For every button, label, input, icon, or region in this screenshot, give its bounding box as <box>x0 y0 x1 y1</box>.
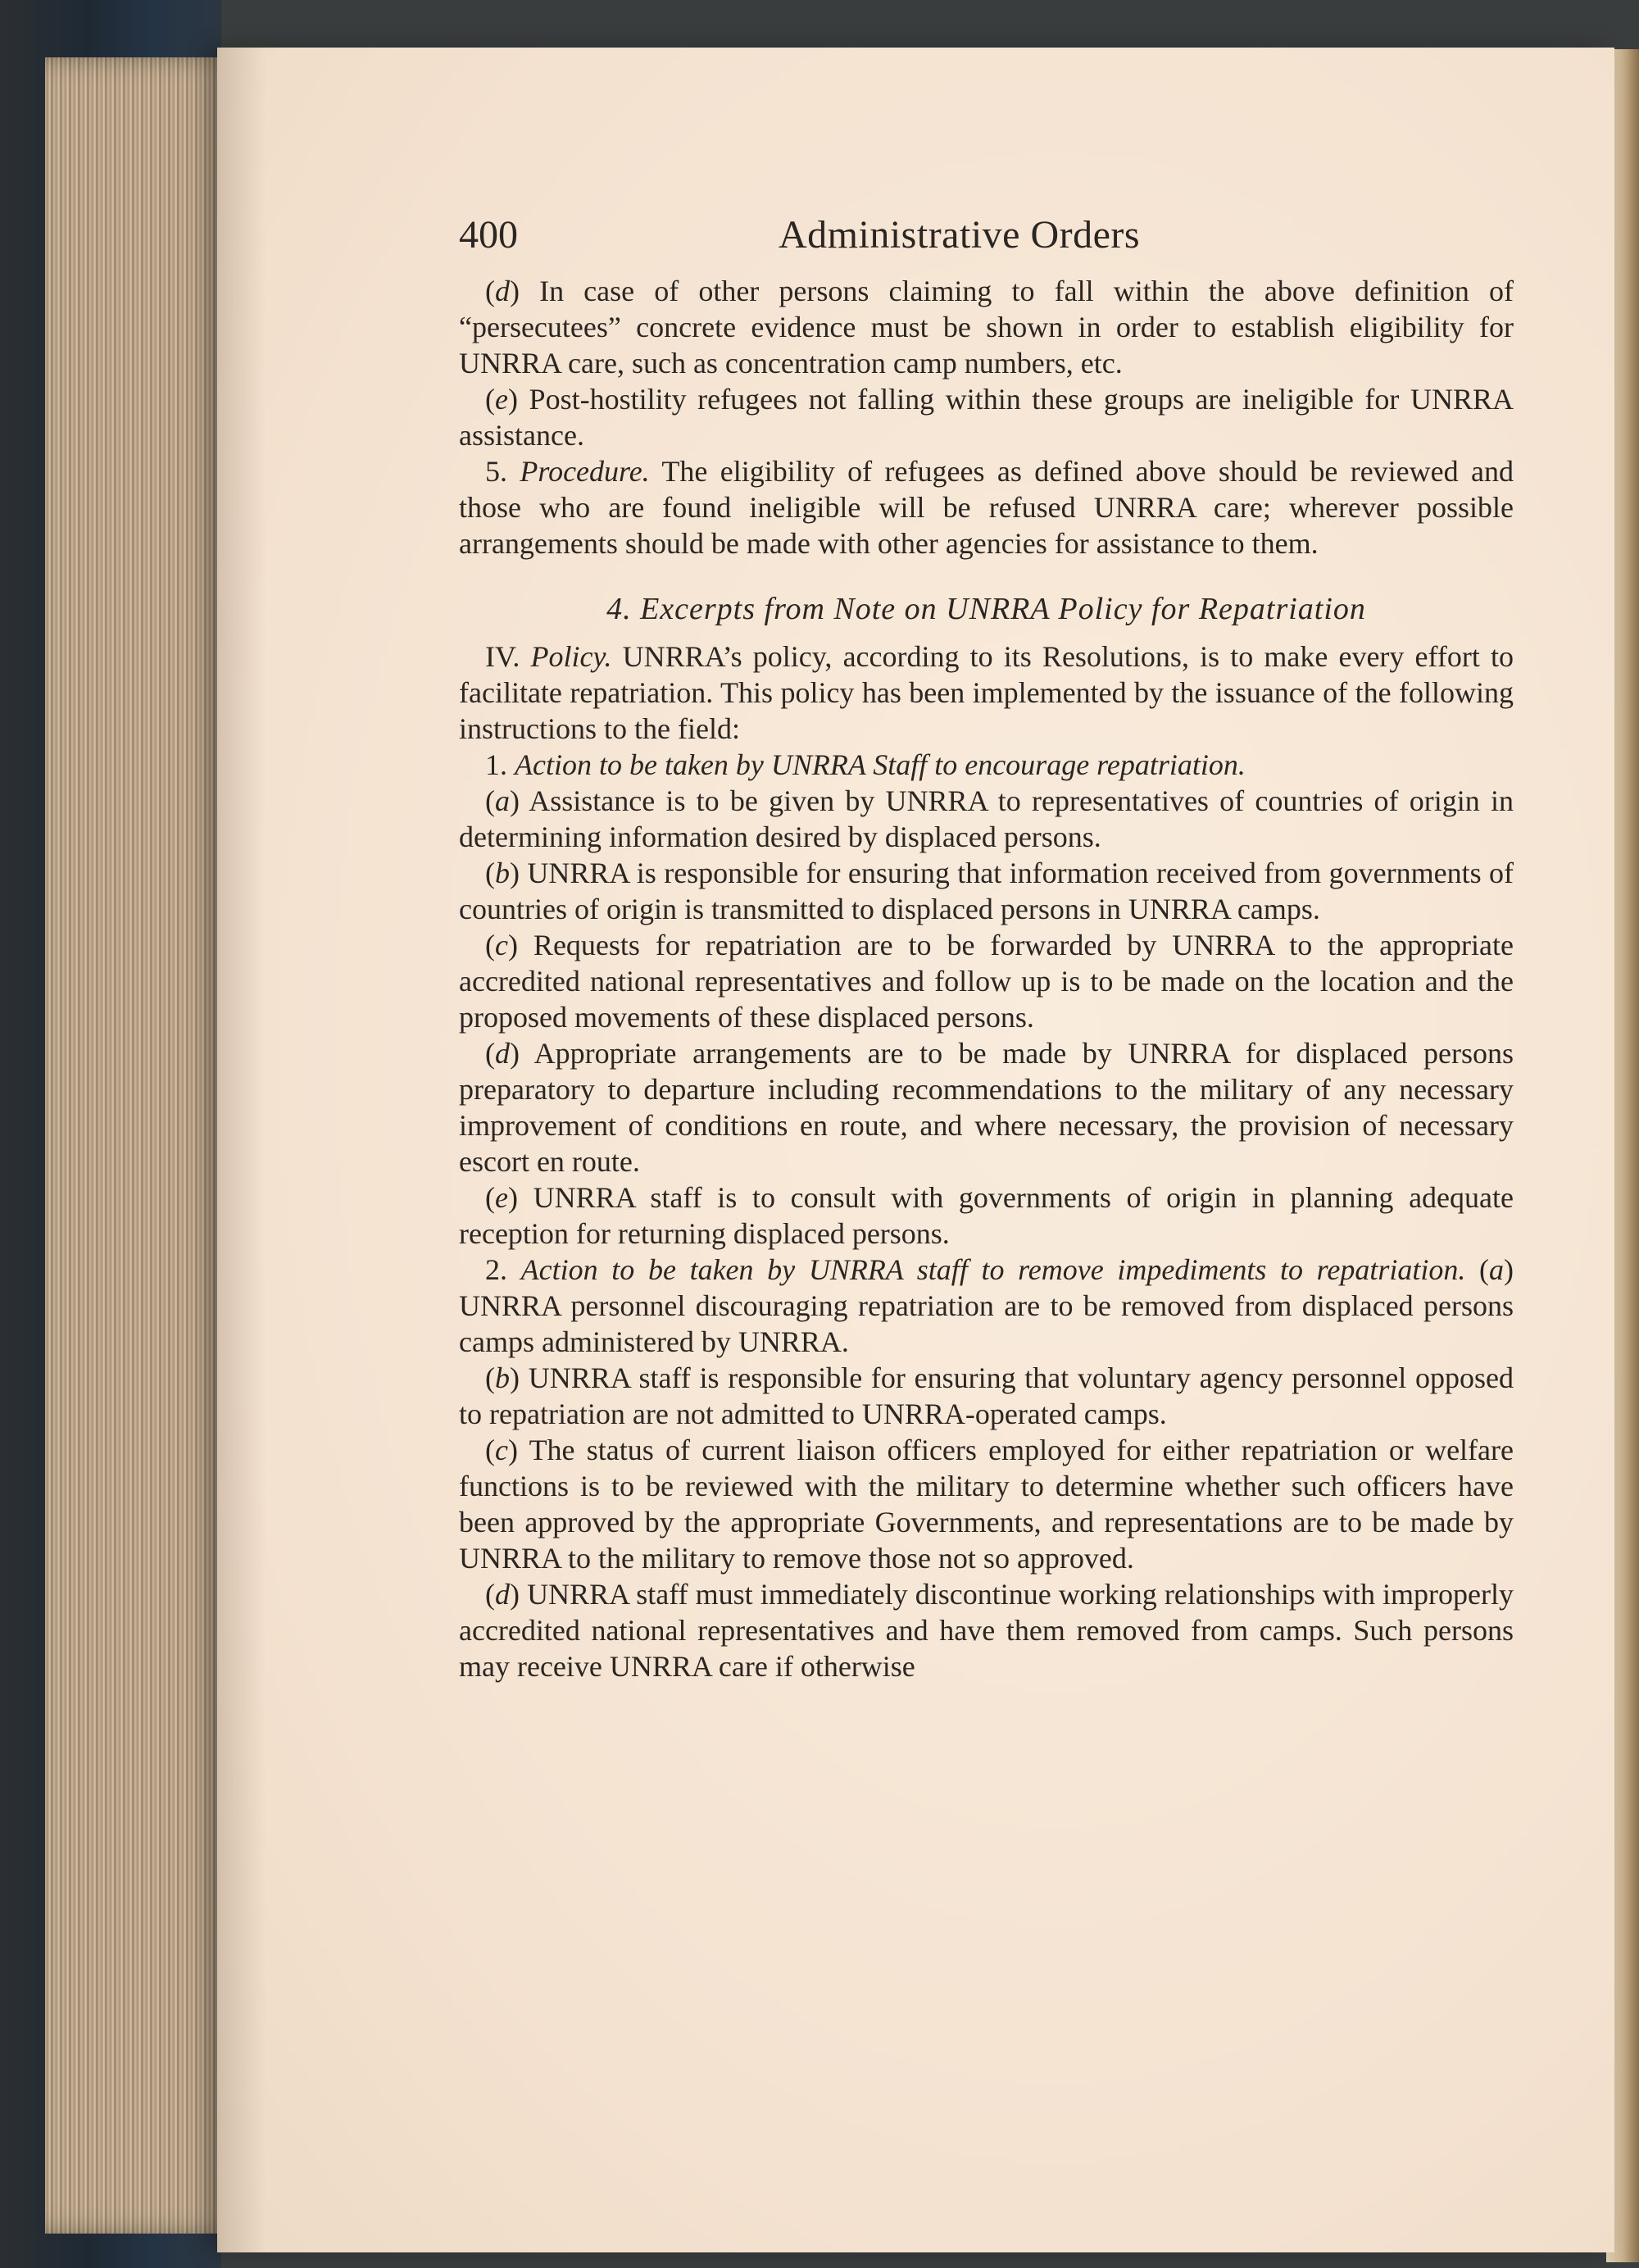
paragraph-text: Post-hostility refugees not falling within these groups are ineligible for UNRRA assistance. <box>459 383 1514 452</box>
paragraph-text: Appropriate arrangements are to be made by UNRRA for displaced persons preparatory to departure including recommendations to the military of any necessary improvement of conditions en route, and where necessary, the provision of necessary escort en route. <box>459 1037 1514 1178</box>
item-mark: e <box>495 1181 508 1214</box>
paragraph <box>459 639 1514 747</box>
paragraph-text: UNRRA is responsible for ensuring that information received from governments of countries of origin is transmitted to displaced persons in UNRRA camps. <box>459 857 1514 925</box>
item-mark: d <box>495 1578 510 1611</box>
paragraph: (c) The status of current liaison officers employed for either repatriation or welfare functions is to be reviewed with the military to determine whether such officers have been approved by the appropriate Governments, and representations are to be made by UNRRA to the military to remove those not so approved. <box>459 1434 1514 1575</box>
paragraph-text: UNRRA personnel discouraging repatriation are to be removed from displaced persons camps administered by UNRRA. <box>459 1289 1514 1358</box>
paragraph: (b) UNRRA staff is responsible for ensuring that voluntary agency personnel opposed to repatriation are not admitted to UNRRA-operated camps. <box>459 1361 1514 1430</box>
running-title: Administrative Orders <box>779 213 1141 257</box>
paragraph: (e) Post-hostility refugees not falling within these groups are ineligible for UNRRA assistance. <box>459 383 1514 452</box>
item-mark: b <box>495 857 510 889</box>
item-mark: b <box>495 1361 510 1394</box>
paragraph-text: Assistance is to be given by UNRRA to representatives of countries of origin in determining information desired by displaced persons. <box>459 784 1514 853</box>
paragraph: (d) In case of other persons claiming to fall within the above definition of “persecutees” concrete evidence must be shown in order to establish eligibility for UNRRA care, such as concentration camp numbers, etc. <box>459 275 1514 380</box>
item-mark: a <box>495 784 510 817</box>
item-number: IV. <box>485 640 531 673</box>
item-mark: d <box>495 275 510 307</box>
page-text <box>459 213 1514 1684</box>
paragraph-text: UNRRA’s policy, according to its Resolutions, is to make every effort to facilitate repatriation. This policy has been implemented by the issuance of the following instructions to the field: <box>459 640 1514 745</box>
running-head <box>459 213 1514 266</box>
paragraph-text: The eligibility of refugees as defined above should be reviewed and those who are found ineligible will be refused UNRRA care; wherever possible arrangements should be made with other agencies for assistance to them. <box>459 455 1514 560</box>
paragraph-text: In case of other persons claiming to fall within the above definition of “persecutees” concrete evidence must be shown in order to establish eligibility for UNRRA care, such as concentration camp numbers, etc. <box>459 275 1514 380</box>
paragraph: (c) Requests for repatriation are to be forwarded by UNRRA to the appropriate accredited national representatives and follow up is to be made on the location and the proposed movements of these displaced persons. <box>459 929 1514 1034</box>
page-number: 400 <box>459 213 518 257</box>
paragraph: (e) UNRRA staff is to consult with governments of origin in planning adequate reception for returning displaced persons. <box>459 1181 1514 1250</box>
paragraph <box>459 747 1514 783</box>
paragraph-text: UNRRA staff is responsible for ensuring that voluntary agency personnel opposed to repatriation are not admitted to UNRRA-operated camps. <box>459 1361 1514 1430</box>
paragraph: (a) Assistance is to be given by UNRRA to representatives of countries of origin in determining information desired by displaced persons. <box>459 784 1514 853</box>
paragraph-text: UNRRA staff must immediately discontinue working relationships with improperly accredited national representatives and have them removed from camps. Such persons may receive UNRRA care if otherwise <box>459 1578 1514 1683</box>
item-heading: Policy. <box>530 640 612 673</box>
item-mark: a <box>1489 1253 1504 1286</box>
paragraph <box>459 453 1514 561</box>
section-heading: 4. Excerpts from Note on UNRRA Policy for Repatriation <box>606 592 1366 626</box>
paragraph: (b) UNRRA is responsible for ensuring that information received from governments of countries of origin is transmitted to displaced persons in UNRRA camps. <box>459 857 1514 925</box>
paragraph-text: The status of current liaison officers employed for either repatriation or welfare functions is to be reviewed with the military to determine whether such officers have been approved by the appropriate Governments, and representations are to be made by UNRRA to the military to remove those not so approved. <box>459 1434 1514 1575</box>
item-mark: c <box>495 929 508 961</box>
item-number: 1. <box>485 748 515 781</box>
item-number: 2. <box>485 1253 521 1286</box>
item-mark: d <box>495 1037 510 1070</box>
item-number: 5. <box>485 455 520 488</box>
item-heading: Action to be taken by UNRRA staff to remove impediments to repatriation. <box>520 1253 1466 1286</box>
item-mark: c <box>495 1434 508 1466</box>
item-mark: e <box>495 383 508 416</box>
paragraph-text: Requests for repatriation are to be forwarded by UNRRA to the appropriate accredited national representatives and follow up is to be made on the location and the proposed movements of these displaced persons. <box>459 929 1514 1034</box>
page-edges <box>45 57 234 2234</box>
gutter-shadow <box>217 48 266 2252</box>
item-heading: Action to be taken by UNRRA Staff to encourage repatriation. <box>515 748 1246 781</box>
paragraph: 2. Action to be taken by UNRRA staff to remove impediments to repatriation. (a) UNRRA personnel discouraging repatriation are to be removed from displaced persons camps administered by UNRRA. <box>459 1253 1514 1358</box>
paragraph-text: UNRRA staff is to consult with governments of origin in planning adequate reception for returning displaced persons. <box>459 1181 1514 1250</box>
item-heading: Procedure. <box>520 455 650 488</box>
paragraph: (d) Appropriate arrangements are to be made by UNRRA for displaced persons preparatory to departure including recommendations to the military of any necessary improvement of conditions en route, and where necessary, the provision of necessary escort en route. <box>459 1037 1514 1178</box>
paragraph: (d) UNRRA staff must immediately discontinue working relationships with improperly accredited national representatives and have them removed from camps. Such persons may receive UNRRA care if otherwise <box>459 1578 1514 1683</box>
